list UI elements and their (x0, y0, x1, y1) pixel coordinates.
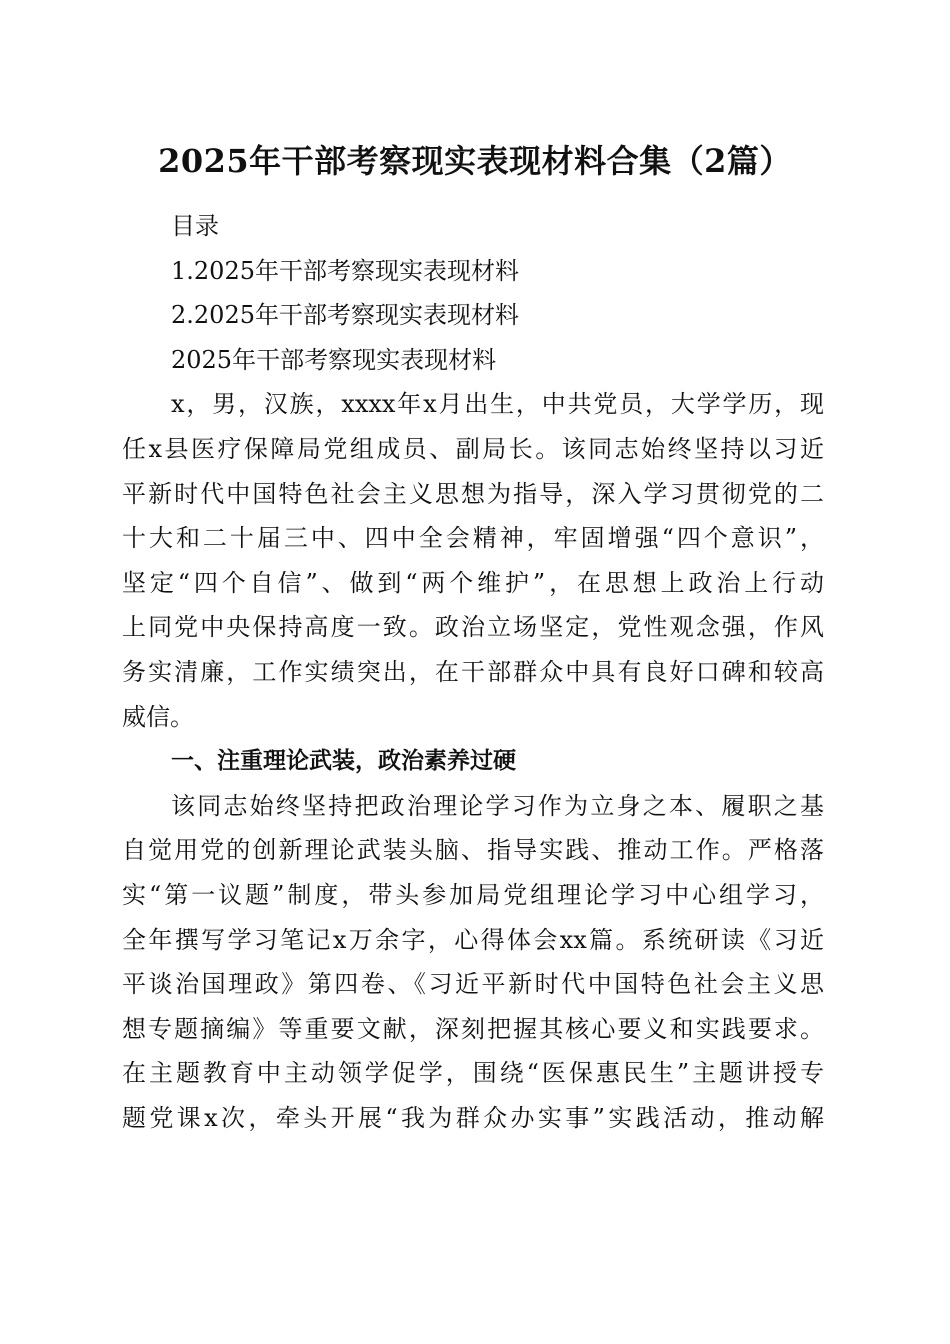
intro-line-6: 上同党中央保持高度一致。政治立场坚定，党性观念强，作风 (122, 613, 824, 642)
intro-line-2: 任x县医疗保障局党组成员、副局长。该同志始终坚持以习近 (122, 434, 824, 463)
intro-line-3: 平新时代中国特色社会主义思想为指导，深入学习贯彻党的二 (122, 479, 824, 508)
document-body (122, 204, 824, 1140)
section-1-line-2: 自觉用党的创新理论武装头脑、指导实践、推动工作。严格落 (122, 836, 824, 865)
section-1-line-1: 该同志始终坚持把政治理论学习作为立身之本、履职之基 (171, 791, 824, 820)
intro-line-8: 威信。 (122, 702, 194, 731)
section-1-line-3: 实“第一议题”制度，带头参加局党组理论学习中心组学习， (122, 880, 824, 909)
toc-item-2: 2.2025年干部考察现实表现材料 (171, 301, 519, 330)
section-1-line-6: 想专题摘编》等重要文献，深刻把握其核心要义和实践要求。 (122, 1014, 824, 1043)
document-title: 2025年干部考察现实表现材料合集（2篇） (158, 142, 792, 180)
intro-line-5: 坚定“四个自信”、做到“两个维护”，在思想上政治上行动 (122, 568, 824, 597)
section-1-line-4: 全年撰写学习笔记x万余字，心得体会xx篇。系统研读《习近 (122, 925, 824, 954)
toc-item-1: 1.2025年干部考察现实表现材料 (171, 256, 519, 285)
section-1-line-5: 平谈治国理政》第四卷、《习近平新时代中国特色社会主义思 (122, 970, 824, 999)
intro-line-1: x，男，汉族，xxxx年x月出生，中共党员，大学学历，现 (171, 390, 824, 419)
article-title: 2025年干部考察现实表现材料 (171, 345, 497, 374)
section-1-heading: 一、注重理论武装，政治素养过硬 (171, 748, 516, 775)
section-1-line-7: 在主题教育中主动领学促学，围绕“医保惠民生”主题讲授专 (122, 1059, 824, 1088)
intro-line-7: 务实清廉，工作实绩突出，在干部群众中具有良好口碑和较高 (122, 657, 824, 686)
section-1-line-8: 题党课x次，牵头开展“我为群众办实事”实践活动，推动解 (122, 1103, 824, 1132)
intro-line-4: 十大和二十届三中、四中全会精神，牢固增强“四个意识”， (122, 524, 824, 553)
toc-label: 目录 (171, 212, 219, 240)
